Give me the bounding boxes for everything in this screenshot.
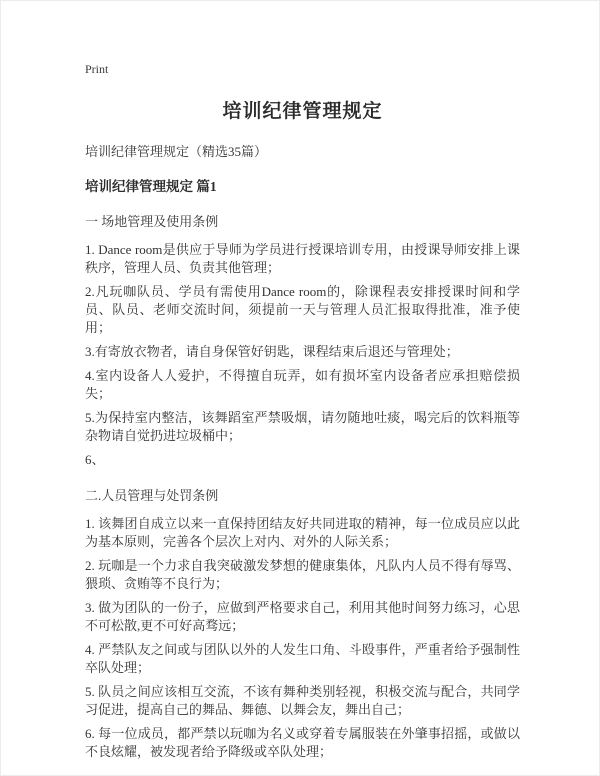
print-link[interactable]: Print (85, 62, 109, 76)
section-2-paragraph-5: 5. 队员之间应该相互交流，不该有舞种类别轻视，积极交流与配合，共同学习促进，提高自己的舞品、舞德、以舞会友，舞出自己； (85, 684, 520, 717)
section-2-paragraph-1: 1. 该舞团自成立以来一直保持团结友好共同进取的精神，每一位成员应以此为基本原则，完善各个层次上对内、对外的人际关系； (85, 516, 520, 549)
section-1-paragraph-3: 3.有寄放衣物者，请自身保管好钥匙，课程结束后退还与管理处； (85, 344, 459, 359)
section-1-paragraph-5: 5.为保持室内整洁，该舞蹈室严禁吸烟，请勿随地吐痰，喝完后的饮料瓶等杂物请自觉扔进垃圾桶中； (85, 410, 520, 443)
section-2-paragraph-6: 6. 每一位成员，都严禁以玩咖为名义或穿着专属服装在外肇事招摇，或做以不良炫耀，被发现者给予降级或卒队处理； (85, 726, 520, 759)
section-1-paragraph-6: 6、 (85, 452, 105, 467)
document-body (85, 211, 520, 761)
section-2-paragraph-2: 2. 玩咖是一个力求自我突破激发梦想的健康集体，凡队内人员不得有辱骂、猥琐、贪贿等不良行为； (85, 558, 520, 591)
section-1-heading: 一 场地管理及使用条例 (85, 214, 219, 229)
section-1-paragraph-4: 4.室内设备人人爱护，不得擅自玩弄，如有损坏室内设备者应承担赔偿损失； (85, 368, 520, 401)
page-title: 培训纪律管理规定 (222, 101, 383, 122)
section-1-paragraph-2: 2.凡玩咖队员、学员有需使用Dance room的，除课程表安排授课时间和学员、队员、老师交流时间，须提前一天与管理人员汇报取得批准，准予使用； (85, 284, 520, 335)
section-2-paragraph-4: 4. 严禁队友之间或与团队以外的人发生口角、斗殴事件，严重者给予强制性卒队处理； (85, 642, 520, 675)
document-subtitle: 培训纪律管理规定（精选35篇） (85, 144, 268, 159)
section-1-paragraph-1: 1. Dance room是供应于导师为学员进行授课培训专用，由授课导师安排上课秩序，管理人员、负责其他管理； (85, 242, 520, 275)
section-2-heading: 二.人员管理与处罚条例 (85, 488, 219, 503)
part-1-heading: 培训纪律管理规定 篇1 (85, 179, 217, 194)
section-2-paragraph-3: 3. 做为团队的一份子，应做到严格要求自己，利用其他时间努力练习，心思不可松散,更不可好高骛远； (85, 600, 520, 633)
